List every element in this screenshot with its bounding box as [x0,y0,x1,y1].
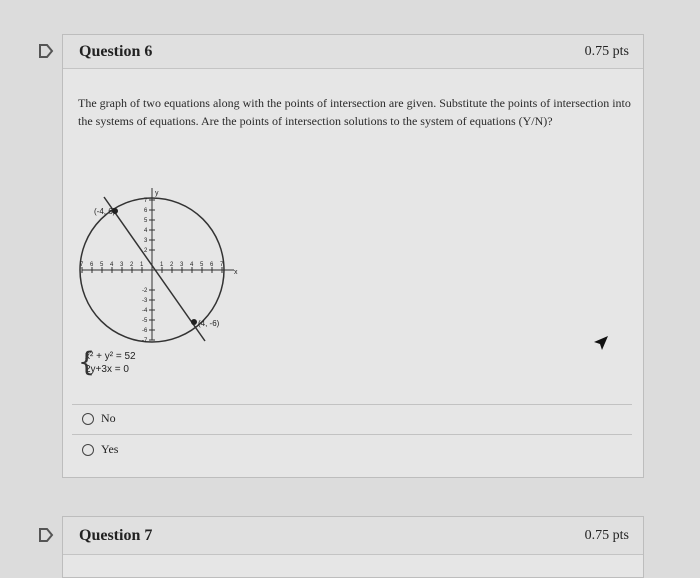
x-tick-label: 6 [210,262,214,268]
point-b-label: (4, -6) [198,319,220,328]
y-tick-label: 4 [144,228,148,234]
question-prompt: The graph of two equations along with the points of intersection are given. Substitute the points of intersection into the systems of equations. Are the points of intersection solutions to the system of equations (Y/N)? [78,96,631,128]
option-yes[interactable] [82,442,118,457]
y-tick-label: -6 [142,328,148,334]
options-middle-divider [72,434,632,435]
x-tick-label: 4 [110,262,114,268]
x-tick-label: 5 [200,262,204,268]
options-top-divider [72,404,632,405]
radio-no[interactable] [82,413,94,425]
graph-svg [82,186,244,342]
y-tick-label: -7 [142,338,148,344]
y-tick-label: 5 [144,218,148,224]
x-tick-label: 5 [100,262,104,268]
y-tick-label: -5 [142,318,148,324]
flag-question-icon[interactable] [38,44,54,58]
x-tick-label: 7 [220,262,224,268]
question-title: Question 6 [79,42,153,60]
option-yes-label: Yes [101,442,119,456]
y-tick-label: 6 [144,208,148,214]
question-points: 0.75 pts [584,43,629,59]
y-tick-label: 3 [144,238,148,244]
equation-2: 2y+3x = 0 [85,364,129,375]
mouse-pointer-icon [594,336,608,355]
x-tick-label: 2 [130,262,134,268]
question-title: Question 7 [79,526,153,544]
x-tick-label: 2 [170,262,174,268]
radio-yes[interactable] [82,444,94,456]
question-7-header [63,517,643,555]
y-tick-label: -4 [142,308,148,314]
x-tick-label: 7 [80,262,84,268]
option-no[interactable] [82,411,116,426]
y-tick-label: 2 [144,248,148,254]
y-tick-label: -2 [142,288,148,294]
point-b-marker [191,319,197,325]
x-axis-label: x [234,269,238,276]
brace-symbol: { [78,347,96,378]
x-tick-label: 3 [180,262,184,268]
line-curve [104,197,205,341]
x-tick-label: 3 [120,262,124,268]
y-axis-label: y [155,190,159,197]
option-no-label: No [101,411,116,425]
point-a-label: (-4, 6) [94,207,116,216]
circle-line-graph [82,186,244,342]
flag-question-icon[interactable] [38,528,54,542]
question-7-card [62,516,644,578]
question-points: 0.75 pts [584,527,629,543]
y-tick-label: 7 [144,198,148,204]
x-tick-label: 4 [190,262,194,268]
x-tick-label: 1 [160,262,164,268]
x-tick-label: 6 [90,262,94,268]
question-6-header [63,35,643,69]
equation-1: x² + y² = 52 [85,351,136,362]
equation-system [78,347,136,378]
x-tick-label: 1 [140,262,144,268]
y-tick-label: -3 [142,298,148,304]
